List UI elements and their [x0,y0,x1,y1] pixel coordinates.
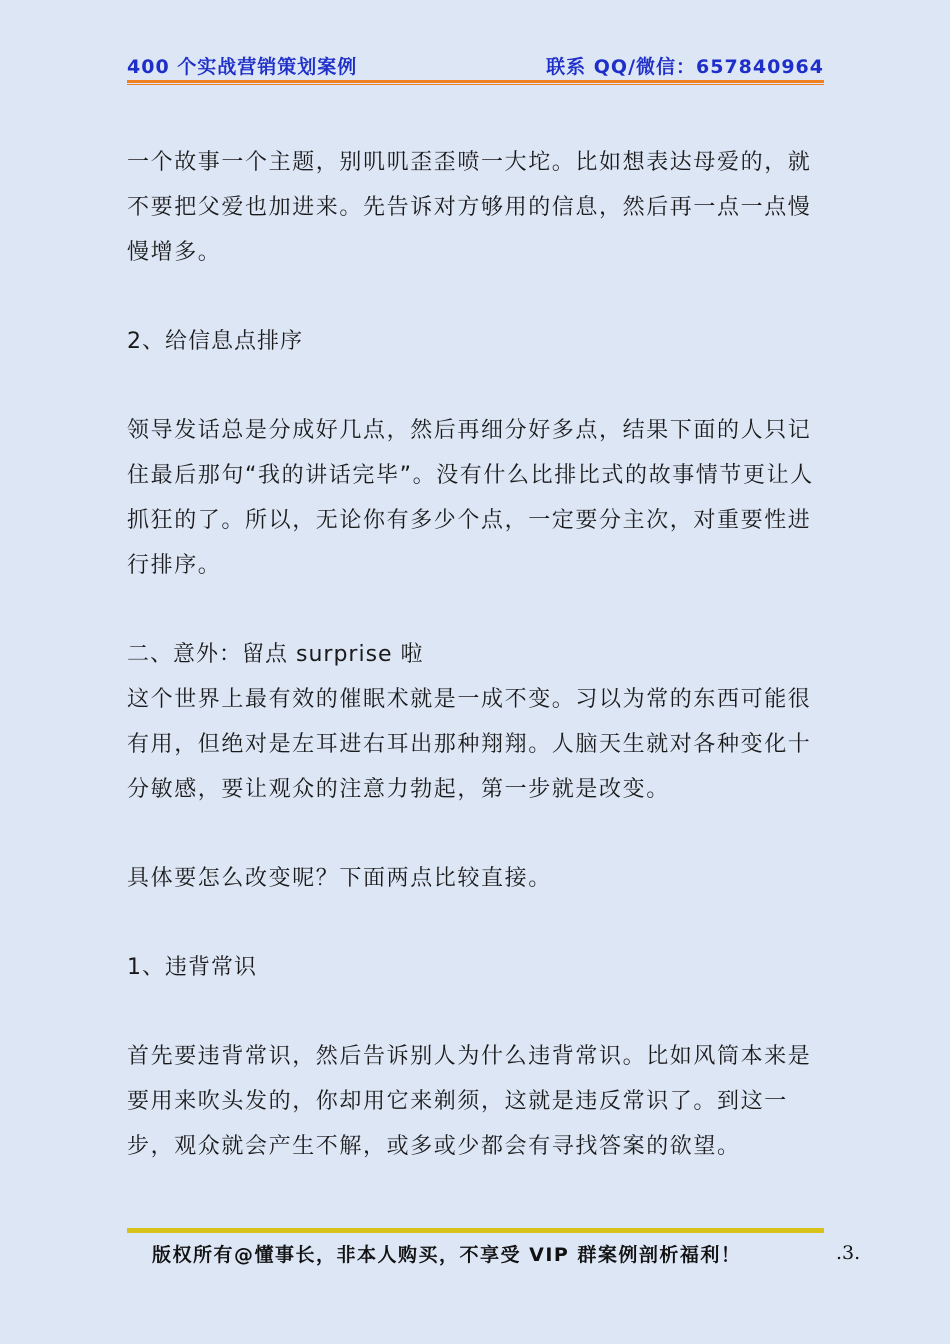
footer-copyright: 版权所有@懂事长，非本人购买，不享受 VIP 群案例剖析福利！ [152,1244,742,1266]
paragraph-hair-dryer-example: 首先要违背常识，然后告诉别人为什么违背常识。比如风筒本来是要用来吹头发的，你却用它来剃须，这就是违反常识了。到这一步，观众就会产生不解，或多或少都会有寻找答案的欲望。 [127,1044,812,1159]
header-divider [127,80,824,86]
header-divider-thick [127,80,824,83]
paragraph-one-story-one-theme: 一个故事一个主题，别叽叽歪歪喷一大坨。比如想表达母爱的，就不要把父爱也加进来。先告诉对方够用的信息，然后再一点一点慢慢增多。 [127,150,812,265]
footer-divider [127,1228,824,1233]
subheading-sort-info-points: 2、给信息点排序 [127,329,303,354]
spacer [127,364,832,408]
page-header [127,52,824,80]
paragraph-hypnosis: 这个世界上最有效的催眠术就是一成不变。习以为常的东西可能很有用，但绝对是左耳进右耳出那种翔翔。人脑天生就对各种变化十分敏感，要让观众的注意力勃起，第一步就是改变。 [127,687,812,802]
page-number: .3. [836,1242,861,1264]
spacer [127,990,832,1034]
paragraph-leader-speech: 领导发话总是分成好几点，然后再细分好多点，结果下面的人只记住最后那句“我的讲话完毕”。没有什么比排比式的故事情节更让人抓狂的了。所以，无论你有多少个点，一定要分主次，对重要性进行排序。 [127,418,814,578]
header-contact: 联系 QQ/微信：657840964 [546,56,824,78]
header-divider-thin [127,84,824,85]
section-heading-surprise: 二、意外：留点 surprise 啦 [127,642,424,667]
header-title: 400 个实战营销策划案例 [127,56,358,78]
subheading-violate-common-sense: 1、违背常识 [127,955,257,980]
paragraph-how-to-change: 具体要怎么改变呢？下面两点比较直接。 [127,866,552,891]
spacer [127,588,832,632]
spacer [127,901,832,945]
page-content [127,140,832,1169]
spacer [127,275,832,319]
spacer [127,812,832,856]
